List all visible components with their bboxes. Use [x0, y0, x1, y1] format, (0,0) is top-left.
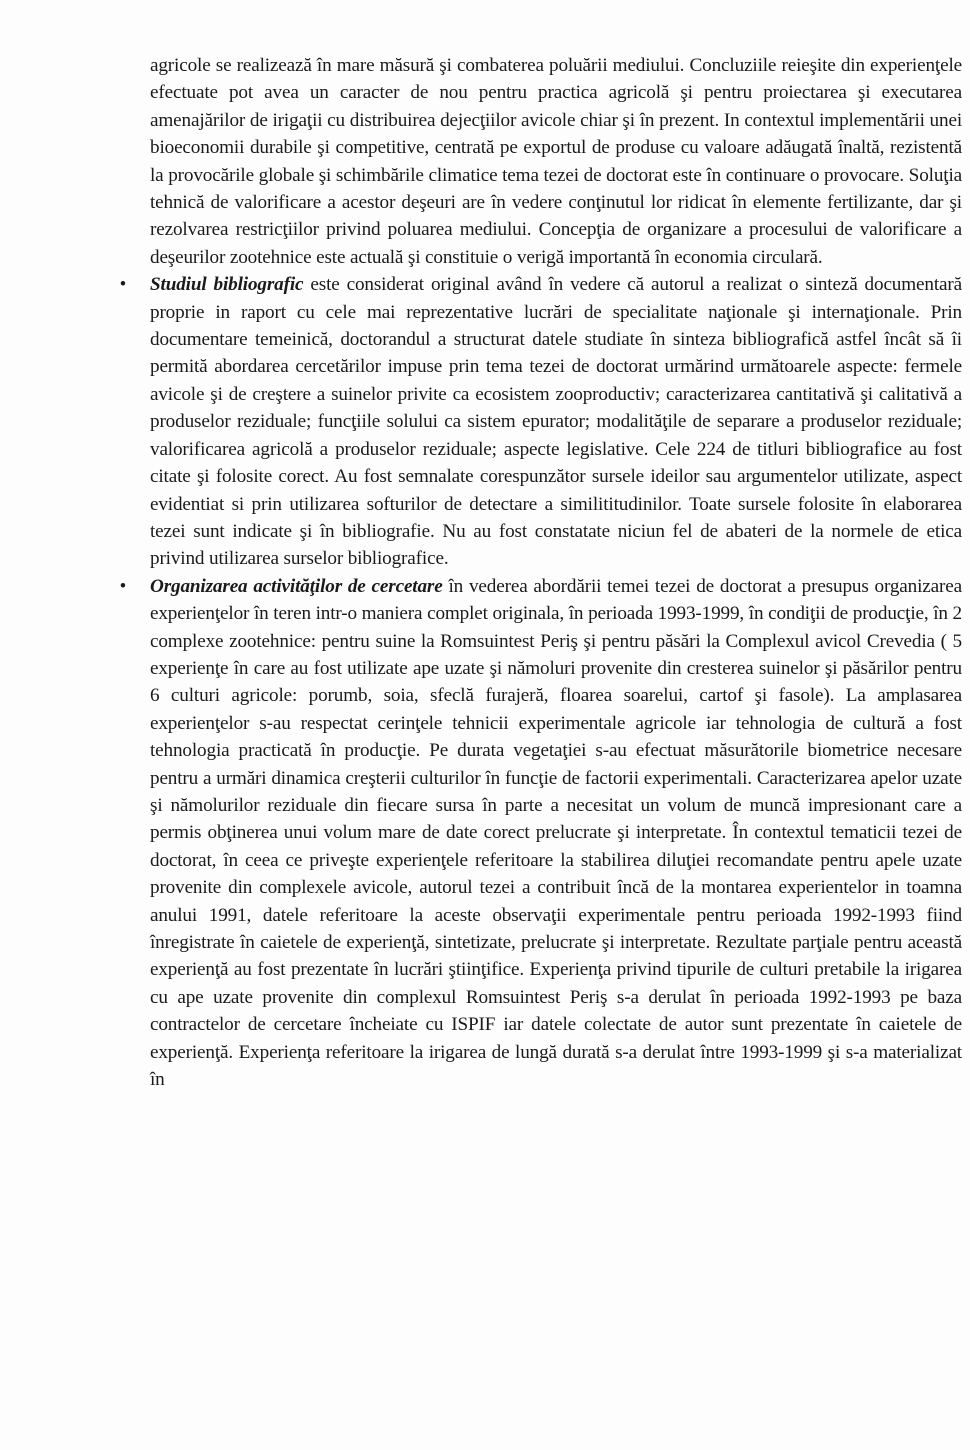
document-body [119, 52, 962, 1093]
bullet-item-research-organization [119, 573, 962, 1094]
bullet-lead-term: Studiul bibliografic [150, 274, 304, 296]
bullet-body-text: este considerat original având în vedere că autorul a realizat o sinteză documentară proprie in raport cu cele mai reprezentative lucrări de specialitate naţionale şi internaţionale. Prin documentare temeinică, doctorandul a structurat datele studiate în sinteza bibliografică astfel încât să îi permită abordarea cercetărilor impuse prin tema tezei de doctorat urmărind următoarele aspecte: fermele avicole şi de creştere a suinelor privite ca ecosistem zooproductiv; caracterizarea cantitativă şi calitativă a produselor reziduale; funcţiile solului ca sistem epurator; modalităţile de separare a produselor reziduale; valorificarea agricolă a produselor reziduale; aspecte legislative. Cele 224 de titluri bibliografice au fost citate şi folosite corect. Au fost semnalate corespunzător sursele ideilor sau argumentelor utilizate, aspect evidentiat si prin utilizarea softurilor de detectare a similititudinilor. Toate sursele folosite în elaborarea tezei sunt indicate şi în bibliografie. Nu au fost constatate niciun fel de abateri de la normele de etica privind utilizarea surselor bibliografice. [150, 274, 962, 570]
bullet-icon: • [119, 274, 127, 296]
intro-paragraph: agricole se realizează în mare măsură şi combaterea poluării mediului. Concluziile reieşite din experienţele efectuate pot avea un caracter de nou pentru practica agricolă şi pentru proiectarea şi executarea amenajărilor de irigaţii cu distribuirea dejecţiilor avicole chiar şi în prezent. In contextul implementării unei bioeconomii durabile şi competitive, centrată pe exportul de produse cu valoare adăugată înaltă, rezistentă la provocările globale şi schimbările climatice tema tezei de doctorat este în continuare o provocare. Soluţia tehnică de valorificare a acestor deşeuri are în vedere conţinutul lor ridicat în elemente fertilizante, dar şi rezolvarea restricţiilor privind poluarea mediului. Concepţia de organizare a procesului de valorificare a deşeurilor zootehnice este actuală şi constituie o verigă importantă în economia circulară. [150, 55, 962, 268]
bullet-paragraph [150, 271, 962, 572]
bullet-body-text: în vederea abordării temei tezei de doctorat a presupus organizarea experienţelor în teren intr-o maniera complet originala, în perioada 1993-1999, în condiţii de producţie, în 2 complexe zootehnice: pentru suine la Romsuintest Periş şi pentru păsări la Complexul avicol Crevedia ( 5 experienţe în care au fost utilizate ape uzate şi nămoluri provenite din cresterea suinelor şi păsărilor pentru 6 culturi agricole: porumb, soia, sfeclă furajeră, floarea soarelui, cartof şi fasole). La amplasarea experienţelor s-au respectat cerinţele tehnicii experimentale agricole iar tehnologia de cultură a fost tehnologia practicată în producţie. Pe durata vegetaţiei s-au efectuat măsurătorile biometrice necesare pentru a urmări dinamica creşterii culturilor în funcţie de factorii experimentali. Caracterizarea apelor uzate şi nămolurilor reziduale din fiecare sursa în parte a necesitat un volum de muncă impresionant care a permis obţinerea unui volum mare de date corect prelucrate şi interpretate. În contextul tematicii tezei de doctorat, în ceea ce priveşte experienţele referitoare la stabilirea diluţiei recomandate pentru apele uzate provenite din complexele avicole, autorul tezei a contribuit încă de la montarea experientelor in toamna anului 1991, datele referitoare la aceste observaţii experimentale pentru perioada 1992-1993 fiind înregistrate în caietele de experienţă, sintetizate, prelucrate şi interpretate. Rezultate parţiale pentru această experienţă au fost prezentate în lucrări ştiinţifice. Experienţa privind tipurile de culturi pretabile la irigarea cu ape uzate provenite din complexul Romsuintest Periş s-a derulat în perioada 1992-1993 pe baza contractelor de cercetare încheiate cu ISPIF iar datele colectate de autor sunt prezentate în caietele de experienţă. Experienţa referitoare la irigarea de lungă durată s-a derulat între 1993-1999 şi s-a materializat în [150, 575, 962, 1091]
bullet-item-bibliographic-study [119, 271, 962, 572]
bullet-icon: • [119, 575, 127, 597]
bullet-paragraph [150, 573, 962, 1094]
bullet-lead-term: Organizarea activităţilor de cercetare [150, 575, 443, 597]
